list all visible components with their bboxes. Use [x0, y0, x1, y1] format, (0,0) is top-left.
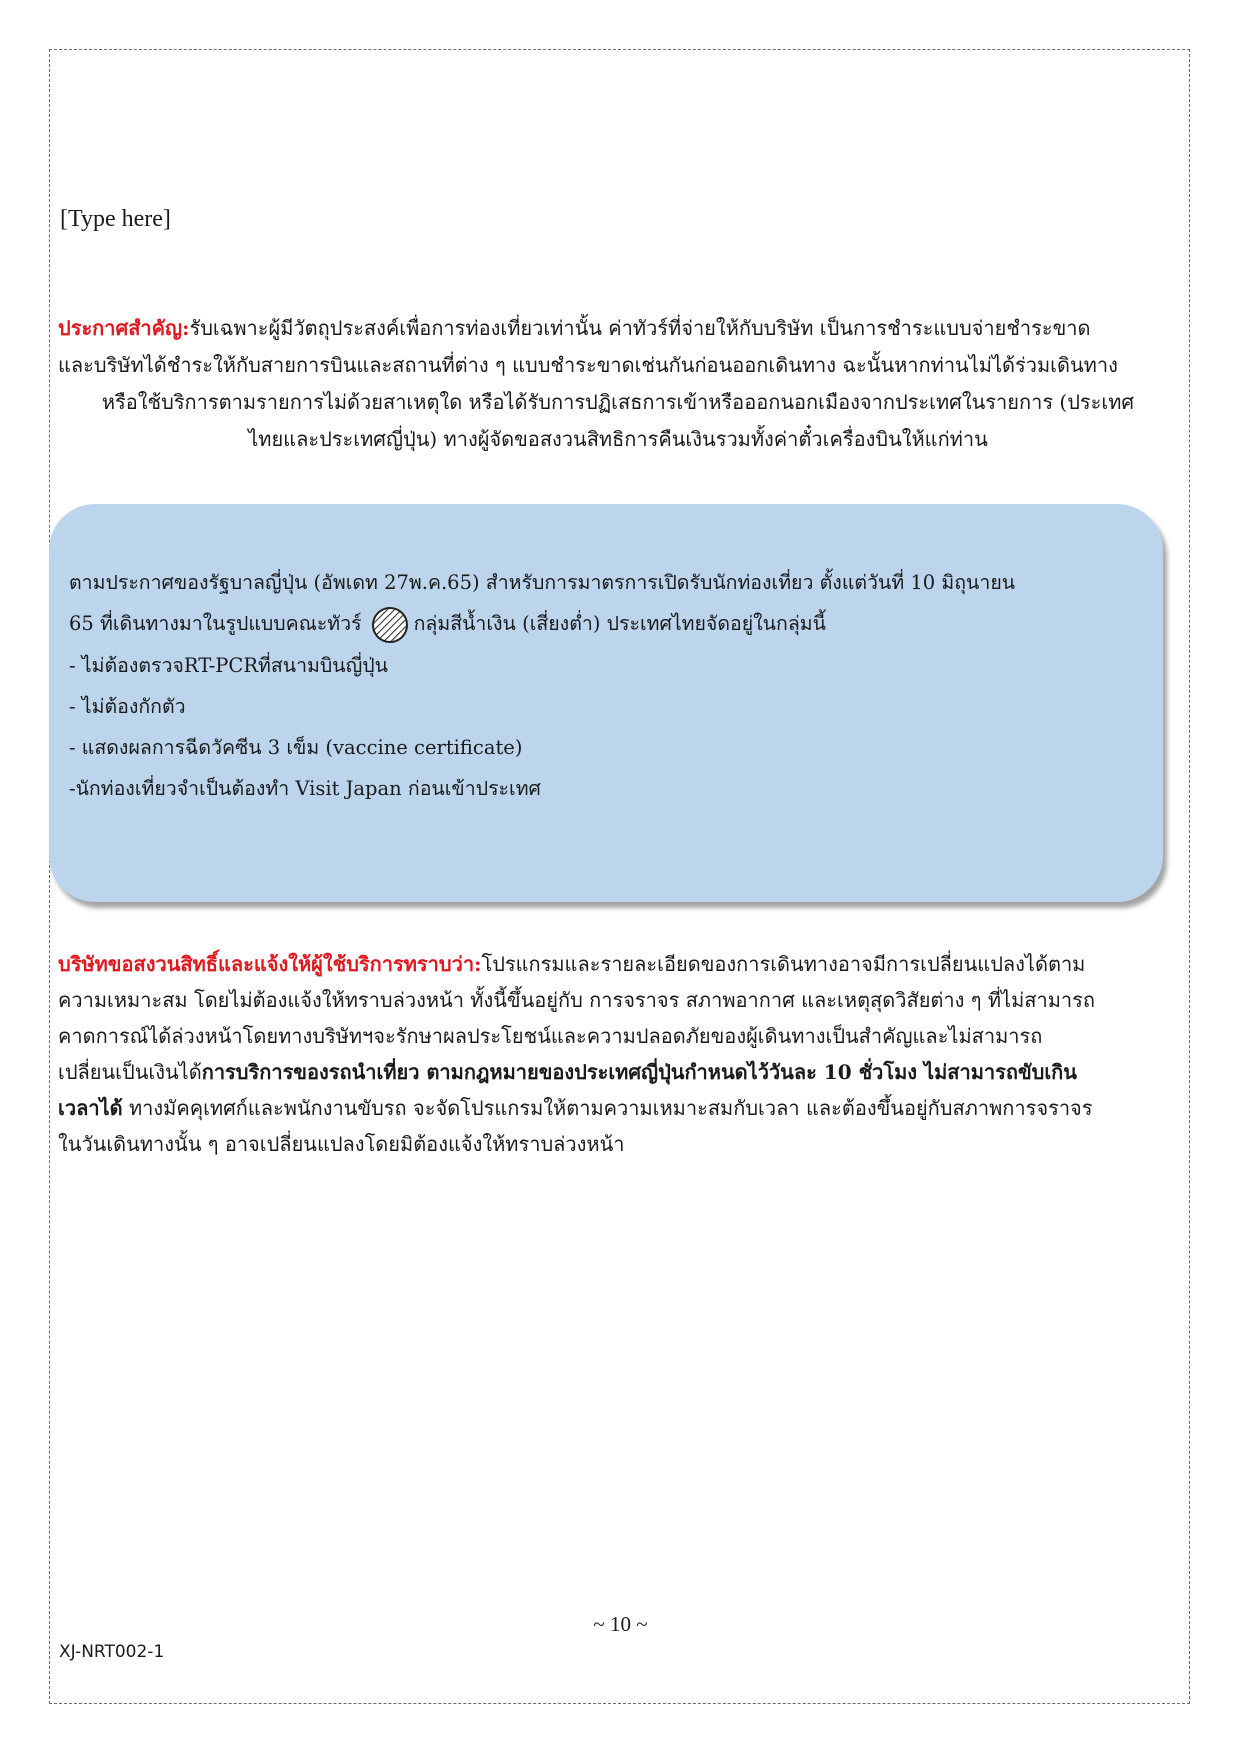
document-code: XJ-NRT002-1	[59, 1642, 165, 1662]
covid-item: - ไม่ต้องตรวจRT-PCRที่สนามบินญี่ปุ่น	[69, 653, 388, 677]
disclaimer-line-6: ในวันเดินทางนั้น ๆ อาจเปลี่ยนแปลงโดยมิต้องแจ้งให้ทราบล่วงหน้า	[58, 1132, 625, 1156]
covid-line-2-after: กลุ่มสีน้ำเงิน (เสี่ยงต่ำ) ประเทศไทยจัดอยู่ในกลุ่มนี้	[413, 612, 826, 635]
disclaimer-line-3: คาดการณ์ได้ล่วงหน้าโดยทางบริษัทฯจะรักษาผลประโยชน์และความปลอดภัยของผู้เดินทางเป็นสำคัญและไม่สามารถ	[58, 1024, 1043, 1048]
covid-item: -นักท่องเที่ยวจำเป็นต้องทำ Visit Japan ก่อนเข้าประเทศ	[69, 776, 541, 800]
covid-item: - แสดงผลการฉีดวัคซีน 3 เข็ม (vaccine certificate)	[69, 735, 523, 759]
notice-line-4: ไทยและประเทศญี่ปุ่น) ทางผู้จัดขอสงวนสิทธิการคืนเงินรวมทั้งค่าตั๋วเครื่องบินให้แก่ท่าน	[248, 427, 988, 451]
disclaimer-line-1	[58, 946, 1178, 982]
disclaimer-line-2: ความเหมาะสม โดยไม่ต้องแจ้งให้ทราบล่วงหน้า ทั้งนี้ขึ้นอยู่กับ การจราจร สภาพอากาศ และเหตุสุดวิสัยต่าง ๆ ที่ไม่สามารถ	[58, 988, 1095, 1012]
disclaimer-label: บริษัทขอสงวนสิทธิ์และแจ้งให้ผู้ใช้บริการทราบว่า:	[58, 952, 482, 976]
page-number: ~ 10 ~	[593, 1612, 648, 1636]
disclaimer-text-1: โปรแกรมและรายละเอียดของการเดินทางอาจมีการเปลี่ยนแปลงได้ตาม	[481, 952, 1086, 976]
notice-text-1: รับเฉพาะผู้มีวัตถุประสงค์เพื่อการท่องเที่ยวเท่านั้น ค่าทัวร์ที่จ่ายให้กับบริษัท เป็นการชำระแบบจ่ายชำระขาด	[189, 316, 1091, 340]
important-notice	[58, 310, 1178, 458]
covid-line-2-before: 65 ที่เดินทางมาในรูปแบบคณะทัวร์	[69, 612, 362, 635]
header-placeholder: [Type here]	[60, 206, 171, 232]
disclaimer-line-5	[58, 1090, 1178, 1126]
notice-line-3: หรือใช้บริการตามรายการไม่ด้วยสาเหตุใด หรือได้รับการปฏิเสธการเข้าหรือออกนอกเมืองจากประเทศในรายการ (ประเทศ	[101, 390, 1135, 414]
disclaimer-line-4	[58, 1054, 1178, 1090]
covid-line-1: ตามประกาศของรัฐบาลญี่ปุ่น (อัพเดท 27พ.ค.65) สำหรับการมาตรการเปิดรับนักท่องเที่ยว ตั้งแต่วันที่ 10 มิถุนายน	[69, 571, 1016, 594]
covid-item: - ไม่ต้องกักตัว	[69, 694, 186, 718]
notice-label: ประกาศสำคัญ:	[58, 316, 190, 340]
disclaimer-line-4-normal: เปลี่ยนเป็นเงินได้	[58, 1060, 202, 1084]
disclaimer-line-5-bold: เวลาได้	[58, 1096, 123, 1120]
disclaimer-line-5-normal: ทางมัคคุเทศก์และพนักงานขับรถ จะจัดโปรแกรมให้ตามความเหมาะสมกับเวลา และต้องขึ้นอยู่กับสภาพการจราจร	[122, 1096, 1093, 1120]
company-disclaimer	[58, 946, 1178, 1162]
disclaimer-line-4-bold: การบริการของรถนำเที่ยว ตามกฎหมายของประเทศญี่ปุ่นกำหนดไว้วันละ 10 ชั่วโมง ไม่สามารถขับเกิน	[201, 1060, 1077, 1084]
covid-line-2	[69, 603, 1163, 645]
hatched-blue-circle-icon	[370, 605, 410, 645]
notice-line-1	[58, 310, 1178, 347]
covid-measures-box	[49, 504, 1163, 902]
notice-line-2: และบริษัทได้ชำระให้กับสายการบินและสถานที่ต่าง ๆ แบบชำระขาดเช่นกันก่อนออกเดินทาง ฉะนั้นหากท่านไม่ได้ร่วมเดินทาง	[58, 353, 1118, 377]
